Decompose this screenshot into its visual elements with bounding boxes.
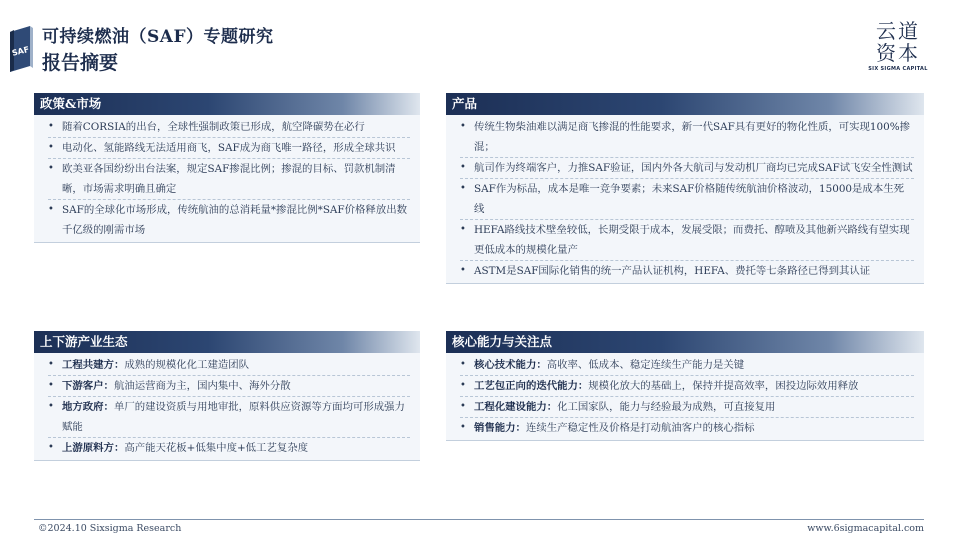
panel-core-capability bbox=[446, 331, 924, 441]
bullet-icon: • bbox=[48, 121, 54, 132]
item-text: 规模化放大的基础上，保持并提高效率，困投边际效用释放 bbox=[588, 380, 859, 392]
bullet-icon: • bbox=[48, 142, 54, 153]
bullet-icon: • bbox=[460, 183, 466, 194]
bullet-icon: • bbox=[460, 401, 466, 412]
item-text: ASTM是SAF国际化销售的统一产品认证机构，HEFA、费托等七条路径已得到其认证 bbox=[474, 265, 871, 277]
footer-website: www.6sigmacapital.com bbox=[807, 523, 924, 534]
item-text: 化工国家队，能力与经验最为成熟，可直接复用 bbox=[557, 401, 776, 413]
bullet-icon: • bbox=[460, 162, 466, 173]
item-text: SAF作为标品，成本是唯一竞争要素；未来SAF价格随传统航油价格波动，15000是成本生死线 bbox=[474, 183, 904, 215]
panel-body bbox=[446, 353, 924, 441]
list-item bbox=[48, 117, 410, 138]
list-item bbox=[48, 355, 410, 376]
list-item bbox=[460, 220, 914, 261]
logo-text-2: 资本 bbox=[876, 41, 920, 65]
list-item bbox=[460, 397, 914, 418]
item-text: 航司作为终端客户，力推SAF验证，国内外各大航司与发动机厂商均已完成SAF试飞安全性测试 bbox=[474, 162, 913, 174]
list-item bbox=[460, 179, 914, 220]
item-label: 上游原料方： bbox=[62, 442, 125, 454]
list-item bbox=[460, 376, 914, 397]
bullet-icon: • bbox=[48, 380, 54, 391]
bullet-icon: • bbox=[48, 401, 54, 412]
bullet-icon: • bbox=[460, 359, 466, 370]
bullet-icon: • bbox=[460, 380, 466, 391]
item-text: 高产能天花板+低集中度+低工艺复杂度 bbox=[124, 442, 309, 454]
item-label: 工程共建方： bbox=[62, 359, 125, 371]
bullet-icon: • bbox=[48, 204, 54, 215]
item-label: 销售能力： bbox=[474, 422, 526, 434]
book-icon bbox=[6, 24, 34, 74]
item-label: 工程化建设能力： bbox=[474, 401, 558, 413]
list-item bbox=[48, 200, 410, 240]
list-item bbox=[460, 261, 914, 281]
item-text: 成熟的规模化化工建造团队 bbox=[124, 359, 250, 371]
list-item bbox=[48, 376, 410, 397]
list-item bbox=[48, 159, 410, 200]
panel-title: 产品 bbox=[446, 93, 924, 115]
bullet-icon: • bbox=[460, 121, 466, 132]
panel-policy-market bbox=[34, 93, 420, 243]
item-label: 工艺包正向的迭代能力： bbox=[474, 380, 589, 392]
item-text: 随着CORSIA的出台，全球性强制政策已形成，航空降碳势在必行 bbox=[62, 121, 365, 133]
item-label: 下游客户： bbox=[62, 380, 114, 392]
item-text: 高收率、低成本、稳定连续生产能力是关键 bbox=[546, 359, 745, 371]
panel-industry-ecosystem bbox=[34, 331, 420, 461]
bullet-icon: • bbox=[460, 422, 466, 433]
item-text: 电动化、氢能路线无法适用商飞，SAF成为商飞唯一路径，形成全球共识 bbox=[62, 142, 396, 154]
company-logo bbox=[868, 20, 928, 72]
bullet-icon: • bbox=[460, 265, 466, 276]
book-label: SAF bbox=[11, 44, 31, 58]
logo-text-1: 云道 bbox=[876, 19, 920, 43]
logo-subtext: SIX SIGMA CAPITAL bbox=[868, 66, 928, 72]
bullet-icon: • bbox=[48, 359, 54, 370]
footer-copyright: ©2024.10 Sixsigma Research bbox=[38, 523, 182, 534]
item-text: 传统生物柴油难以满足商飞掺混的性能要求，新一代SAF具有更好的物化性质，可实现100%掺混； bbox=[474, 121, 910, 153]
item-text: SAF的全球化市场形成，传统航油的总消耗量*掺混比例*SAF价格释放出数千亿级的刚需市场 bbox=[62, 204, 407, 236]
panel-title: 政策&市场 bbox=[34, 93, 420, 115]
footer-divider bbox=[34, 519, 924, 520]
panel-product bbox=[446, 93, 924, 284]
panel-body bbox=[34, 115, 420, 243]
list-item bbox=[460, 117, 914, 158]
item-text: 欧美亚各国纷纷出台法案，规定SAF掺混比例；掺混的目标、罚款机制清晰，市场需求明确且确定 bbox=[62, 163, 396, 195]
page-subtitle: 报告摘要 bbox=[42, 52, 119, 74]
list-item bbox=[48, 438, 410, 458]
panel-body bbox=[34, 353, 420, 461]
page-title: 可持续燃油（SAF）专题研究 bbox=[42, 27, 274, 47]
list-item bbox=[48, 397, 410, 438]
list-item bbox=[460, 158, 914, 179]
bullet-icon: • bbox=[48, 163, 54, 174]
bullet-icon: • bbox=[460, 224, 466, 235]
panel-title: 核心能力与关注点 bbox=[446, 331, 924, 353]
bullet-icon: • bbox=[48, 442, 54, 453]
list-item bbox=[48, 138, 410, 159]
item-text: HEFA路线技术壁垒较低，长期受限于成本，发展受限；而费托、醇喷及其他新兴路线有望实现更低成本的规模化量产 bbox=[474, 224, 910, 256]
list-item bbox=[460, 355, 914, 376]
list-item bbox=[460, 418, 914, 438]
item-text: 单厂的建设资质与用地审批，原料供应资源等方面均可形成强力赋能 bbox=[62, 401, 405, 433]
item-text: 航油运营商为主，国内集中、海外分散 bbox=[113, 380, 291, 392]
item-label: 核心技术能力： bbox=[474, 359, 547, 371]
item-text: 连续生产稳定性及价格是打动航油客户的核心指标 bbox=[525, 422, 755, 434]
panel-body bbox=[446, 115, 924, 284]
item-label: 地方政府： bbox=[62, 401, 114, 413]
panel-title: 上下游产业生态 bbox=[34, 331, 420, 353]
